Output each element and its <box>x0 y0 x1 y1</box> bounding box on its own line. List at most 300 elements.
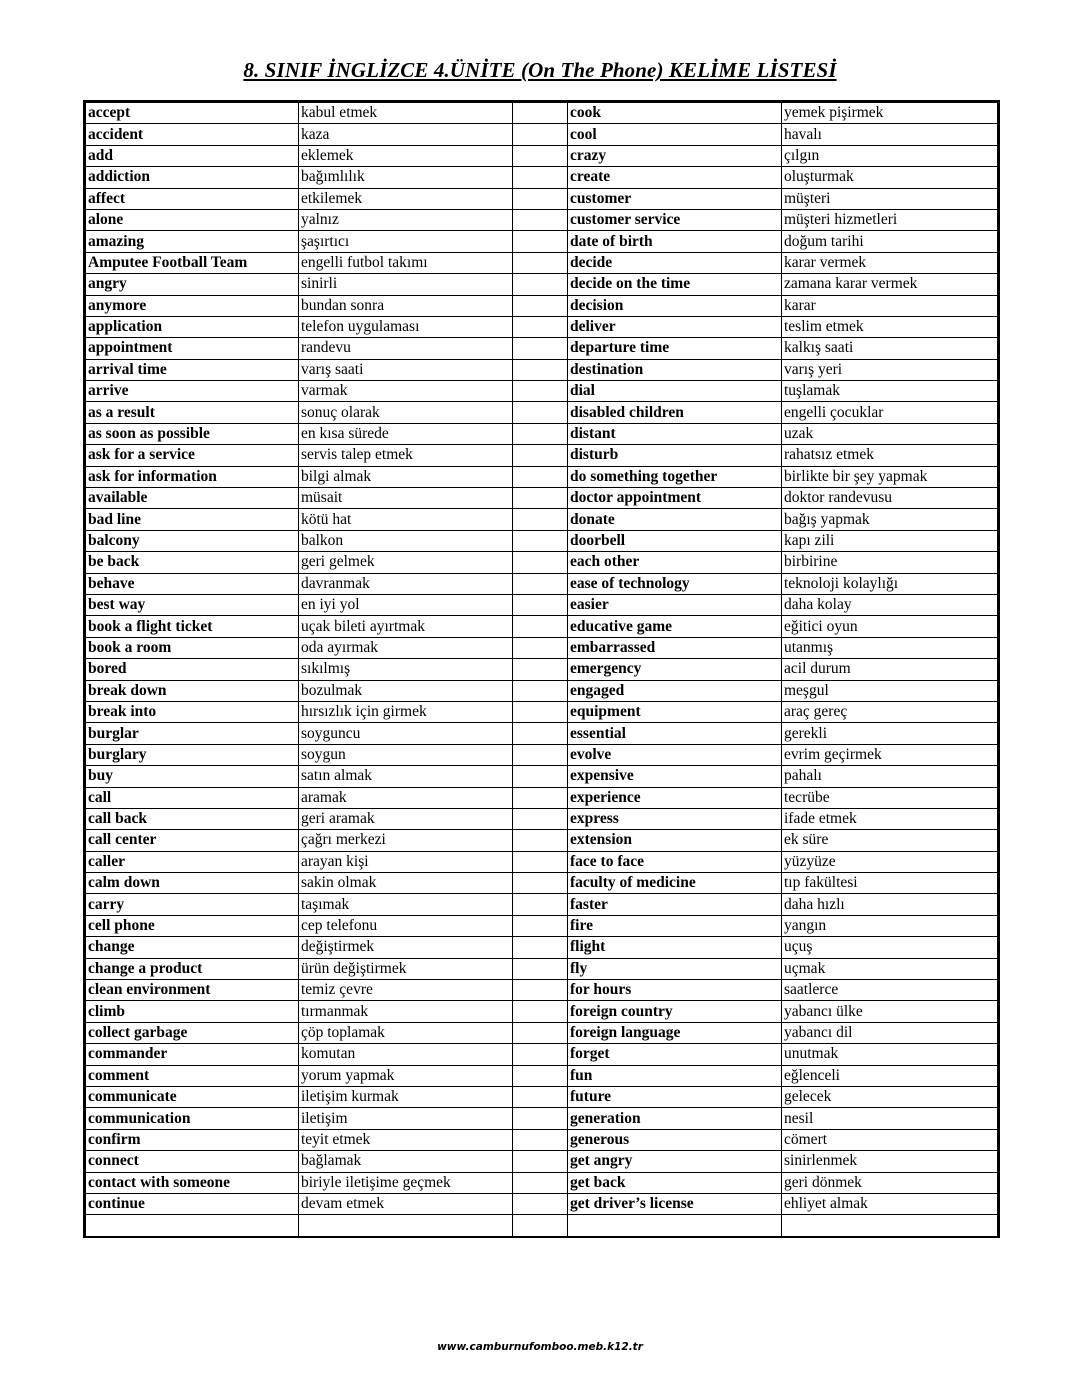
spacer-cell <box>513 188 568 209</box>
table-row <box>85 1086 999 1107</box>
right-turkish-meaning: karar <box>782 295 999 316</box>
table-row <box>85 466 999 487</box>
right-english-word: get angry <box>568 1151 782 1172</box>
right-english-word: fun <box>568 1065 782 1086</box>
table-row <box>85 1108 999 1129</box>
left-english-word <box>85 1215 299 1237</box>
right-english-word: get back <box>568 1172 782 1193</box>
right-english-word: face to face <box>568 851 782 872</box>
right-english-word: disturb <box>568 445 782 466</box>
left-turkish-meaning: randevu <box>299 338 513 359</box>
right-english-word: faculty of medicine <box>568 873 782 894</box>
table-row <box>85 958 999 979</box>
spacer-cell <box>513 1151 568 1172</box>
left-english-word: call <box>85 787 299 808</box>
spacer-cell <box>513 851 568 872</box>
table-row <box>85 381 999 402</box>
spacer-cell <box>513 1172 568 1193</box>
left-english-word: book a flight ticket <box>85 616 299 637</box>
right-english-word: equipment <box>568 701 782 722</box>
table-row <box>85 894 999 915</box>
spacer-cell <box>513 787 568 808</box>
right-turkish-meaning: tuşlamak <box>782 381 999 402</box>
table-row <box>85 915 999 936</box>
left-english-word: cell phone <box>85 915 299 936</box>
spacer-cell <box>513 445 568 466</box>
right-turkish-meaning: araç gereç <box>782 701 999 722</box>
table-row <box>85 701 999 722</box>
right-english-word: destination <box>568 359 782 380</box>
table-row <box>85 167 999 188</box>
left-turkish-meaning: sonuç olarak <box>299 402 513 423</box>
left-turkish-meaning: oda ayırmak <box>299 637 513 658</box>
right-turkish-meaning: tıp fakültesi <box>782 873 999 894</box>
right-turkish-meaning: eğlenceli <box>782 1065 999 1086</box>
right-english-word: fly <box>568 958 782 979</box>
right-english-word: create <box>568 167 782 188</box>
left-english-word: commander <box>85 1044 299 1065</box>
table-row <box>85 723 999 744</box>
table-row <box>85 188 999 209</box>
left-english-word: calm down <box>85 873 299 894</box>
right-turkish-meaning: kapı zili <box>782 530 999 551</box>
spacer-cell <box>513 252 568 273</box>
table-row <box>85 552 999 573</box>
spacer-cell <box>513 145 568 166</box>
table-row <box>85 1193 999 1214</box>
table-row <box>85 488 999 509</box>
right-english-word: emergency <box>568 659 782 680</box>
spacer-cell <box>513 573 568 594</box>
spacer-cell <box>513 744 568 765</box>
right-english-word: each other <box>568 552 782 573</box>
left-english-word: burglar <box>85 723 299 744</box>
left-turkish-meaning: yalnız <box>299 209 513 230</box>
table-row <box>85 338 999 359</box>
left-turkish-meaning: cep telefonu <box>299 915 513 936</box>
left-english-word: confirm <box>85 1129 299 1150</box>
spacer-cell <box>513 1215 568 1237</box>
right-turkish-meaning: yüzyüze <box>782 851 999 872</box>
right-english-word: ease of technology <box>568 573 782 594</box>
left-english-word: comment <box>85 1065 299 1086</box>
left-turkish-meaning: şaşırtıcı <box>299 231 513 252</box>
spacer-cell <box>513 830 568 851</box>
spacer-cell <box>513 509 568 530</box>
left-english-word: as a result <box>85 402 299 423</box>
right-english-word: forget <box>568 1044 782 1065</box>
vocabulary-table <box>83 100 1000 1238</box>
table-row <box>85 102 999 124</box>
spacer-cell <box>513 1129 568 1150</box>
table-row <box>85 616 999 637</box>
left-turkish-meaning: balkon <box>299 530 513 551</box>
table-row <box>85 124 999 145</box>
left-turkish-meaning: soygun <box>299 744 513 765</box>
left-turkish-meaning: uçak bileti ayırtmak <box>299 616 513 637</box>
left-english-word: amazing <box>85 231 299 252</box>
spacer-cell <box>513 616 568 637</box>
right-turkish-meaning: unutmak <box>782 1044 999 1065</box>
left-turkish-meaning: kabul etmek <box>299 102 513 124</box>
left-english-word: available <box>85 488 299 509</box>
left-english-word: bad line <box>85 509 299 530</box>
right-english-word: evolve <box>568 744 782 765</box>
table-row <box>85 445 999 466</box>
left-turkish-meaning: kötü hat <box>299 509 513 530</box>
left-turkish-meaning: bozulmak <box>299 680 513 701</box>
left-turkish-meaning: iletişim kurmak <box>299 1086 513 1107</box>
left-turkish-meaning: ürün değiştirmek <box>299 958 513 979</box>
right-turkish-meaning: eğitici oyun <box>782 616 999 637</box>
left-english-word: call center <box>85 830 299 851</box>
left-english-word: buy <box>85 766 299 787</box>
table-row <box>85 937 999 958</box>
right-english-word: extension <box>568 830 782 851</box>
table-row <box>85 1044 999 1065</box>
spacer-cell <box>513 980 568 1001</box>
right-english-word: for hours <box>568 980 782 1001</box>
table-row <box>85 316 999 337</box>
left-turkish-meaning: değiştirmek <box>299 937 513 958</box>
table-row <box>85 1215 999 1237</box>
table-row <box>85 873 999 894</box>
left-english-word: ask for a service <box>85 445 299 466</box>
left-english-word: bored <box>85 659 299 680</box>
spacer-cell <box>513 423 568 444</box>
spacer-cell <box>513 1086 568 1107</box>
left-turkish-meaning <box>299 1215 513 1237</box>
left-english-word: add <box>85 145 299 166</box>
left-turkish-meaning: telefon uygulaması <box>299 316 513 337</box>
right-turkish-meaning: doğum tarihi <box>782 231 999 252</box>
right-english-word: distant <box>568 423 782 444</box>
left-english-word: angry <box>85 274 299 295</box>
right-turkish-meaning: oluşturmak <box>782 167 999 188</box>
left-turkish-meaning: arayan kişi <box>299 851 513 872</box>
spacer-cell <box>513 1001 568 1022</box>
right-turkish-meaning: birlikte bir şey yapmak <box>782 466 999 487</box>
left-turkish-meaning: satın almak <box>299 766 513 787</box>
right-english-word: essential <box>568 723 782 744</box>
right-english-word: doorbell <box>568 530 782 551</box>
page-title: 8. SINIF İNGLİZCE 4.ÜNİTE (On The Phone) KELİME LİSTESİ <box>243 58 837 82</box>
right-turkish-meaning: yemek pişirmek <box>782 102 999 124</box>
left-english-word: arrive <box>85 381 299 402</box>
spacer-cell <box>513 723 568 744</box>
left-turkish-meaning: çağrı merkezi <box>299 830 513 851</box>
spacer-cell <box>513 701 568 722</box>
right-turkish-meaning: sinirlenmek <box>782 1151 999 1172</box>
right-turkish-meaning: kalkış saati <box>782 338 999 359</box>
spacer-cell <box>513 1065 568 1086</box>
left-turkish-meaning: biriyle iletişime geçmek <box>299 1172 513 1193</box>
table-row <box>85 744 999 765</box>
left-turkish-meaning: yorum yapmak <box>299 1065 513 1086</box>
spacer-cell <box>513 359 568 380</box>
left-turkish-meaning: servis talep etmek <box>299 445 513 466</box>
spacer-cell <box>513 402 568 423</box>
right-turkish-meaning: teslim etmek <box>782 316 999 337</box>
spacer-cell <box>513 488 568 509</box>
right-english-word: express <box>568 808 782 829</box>
spacer-cell <box>513 274 568 295</box>
right-turkish-meaning: cömert <box>782 1129 999 1150</box>
left-english-word: best way <box>85 594 299 615</box>
left-english-word: as soon as possible <box>85 423 299 444</box>
left-turkish-meaning: devam etmek <box>299 1193 513 1214</box>
left-turkish-meaning: sinirli <box>299 274 513 295</box>
right-english-word: doctor appointment <box>568 488 782 509</box>
right-english-word <box>568 1215 782 1237</box>
right-turkish-meaning: ehliyet almak <box>782 1193 999 1214</box>
right-english-word: experience <box>568 787 782 808</box>
right-english-word: generous <box>568 1129 782 1150</box>
right-english-word: departure time <box>568 338 782 359</box>
right-turkish-meaning: ifade etmek <box>782 808 999 829</box>
spacer-cell <box>513 594 568 615</box>
left-english-word: change <box>85 937 299 958</box>
left-turkish-meaning: eklemek <box>299 145 513 166</box>
left-turkish-meaning: soyguncu <box>299 723 513 744</box>
spacer-cell <box>513 659 568 680</box>
left-english-word: communicate <box>85 1086 299 1107</box>
right-english-word: disabled children <box>568 402 782 423</box>
left-turkish-meaning: en kısa sürede <box>299 423 513 444</box>
left-turkish-meaning: bağlamak <box>299 1151 513 1172</box>
table-row <box>85 637 999 658</box>
table-row <box>85 766 999 787</box>
left-turkish-meaning: davranmak <box>299 573 513 594</box>
table-row <box>85 359 999 380</box>
left-turkish-meaning: komutan <box>299 1044 513 1065</box>
left-turkish-meaning: müsait <box>299 488 513 509</box>
left-english-word: behave <box>85 573 299 594</box>
left-turkish-meaning: sıkılmış <box>299 659 513 680</box>
right-english-word: foreign language <box>568 1022 782 1043</box>
right-turkish-meaning: yabancı dil <box>782 1022 999 1043</box>
left-english-word: break into <box>85 701 299 722</box>
right-turkish-meaning: çılgın <box>782 145 999 166</box>
table-row <box>85 231 999 252</box>
right-turkish-meaning: tecrübe <box>782 787 999 808</box>
left-english-word: burglary <box>85 744 299 765</box>
right-english-word: deliver <box>568 316 782 337</box>
left-turkish-meaning: sakin olmak <box>299 873 513 894</box>
left-english-word: ask for information <box>85 466 299 487</box>
right-english-word: cook <box>568 102 782 124</box>
right-turkish-meaning: evrim geçirmek <box>782 744 999 765</box>
right-turkish-meaning: yangın <box>782 915 999 936</box>
footer-url: www.camburnufomboo.meb.k12.tr <box>437 1341 643 1353</box>
right-turkish-meaning: zamana karar vermek <box>782 274 999 295</box>
left-english-word: arrival time <box>85 359 299 380</box>
left-english-word: appointment <box>85 338 299 359</box>
table-row <box>85 851 999 872</box>
spacer-cell <box>513 1044 568 1065</box>
right-turkish-meaning: rahatsız etmek <box>782 445 999 466</box>
right-turkish-meaning: engelli çocuklar <box>782 402 999 423</box>
table-row <box>85 1151 999 1172</box>
right-turkish-meaning: karar vermek <box>782 252 999 273</box>
left-english-word: connect <box>85 1151 299 1172</box>
left-turkish-meaning: tırmanmak <box>299 1001 513 1022</box>
right-english-word: get driver’s license <box>568 1193 782 1214</box>
right-english-word: customer <box>568 188 782 209</box>
right-turkish-meaning: müşteri hizmetleri <box>782 209 999 230</box>
table-row <box>85 659 999 680</box>
right-turkish-meaning: uçuş <box>782 937 999 958</box>
left-turkish-meaning: bilgi almak <box>299 466 513 487</box>
spacer-cell <box>513 873 568 894</box>
left-english-word: communication <box>85 1108 299 1129</box>
right-turkish-meaning: pahalı <box>782 766 999 787</box>
left-english-word: call back <box>85 808 299 829</box>
table-row <box>85 787 999 808</box>
right-english-word: crazy <box>568 145 782 166</box>
spacer-cell <box>513 381 568 402</box>
left-english-word: Amputee Football Team <box>85 252 299 273</box>
left-turkish-meaning: çöp toplamak <box>299 1022 513 1043</box>
spacer-cell <box>513 167 568 188</box>
left-english-word: clean environment <box>85 980 299 1001</box>
table-row <box>85 402 999 423</box>
table-row <box>85 274 999 295</box>
table-row <box>85 1129 999 1150</box>
table-row <box>85 1065 999 1086</box>
table-row <box>85 295 999 316</box>
right-english-word: decision <box>568 295 782 316</box>
right-turkish-meaning <box>782 1215 999 1237</box>
left-english-word: break down <box>85 680 299 701</box>
left-english-word: accident <box>85 124 299 145</box>
spacer-cell <box>513 316 568 337</box>
right-turkish-meaning: teknoloji kolaylığı <box>782 573 999 594</box>
left-turkish-meaning: geri aramak <box>299 808 513 829</box>
right-english-word: embarrassed <box>568 637 782 658</box>
right-turkish-meaning: havalı <box>782 124 999 145</box>
table-row <box>85 509 999 530</box>
left-english-word: climb <box>85 1001 299 1022</box>
left-turkish-meaning: bundan sonra <box>299 295 513 316</box>
spacer-cell <box>513 1108 568 1129</box>
right-turkish-meaning: ek süre <box>782 830 999 851</box>
right-turkish-meaning: bağış yapmak <box>782 509 999 530</box>
table-row <box>85 980 999 1001</box>
spacer-cell <box>513 958 568 979</box>
right-turkish-meaning: nesil <box>782 1108 999 1129</box>
left-english-word: alone <box>85 209 299 230</box>
right-english-word: do something together <box>568 466 782 487</box>
right-turkish-meaning: müşteri <box>782 188 999 209</box>
left-english-word: anymore <box>85 295 299 316</box>
right-english-word: foreign country <box>568 1001 782 1022</box>
right-turkish-meaning: gelecek <box>782 1086 999 1107</box>
spacer-cell <box>513 808 568 829</box>
right-turkish-meaning: gerekli <box>782 723 999 744</box>
left-english-word: carry <box>85 894 299 915</box>
right-english-word: expensive <box>568 766 782 787</box>
right-turkish-meaning: acil durum <box>782 659 999 680</box>
left-turkish-meaning: varış saati <box>299 359 513 380</box>
right-turkish-meaning: meşgul <box>782 680 999 701</box>
spacer-cell <box>513 1193 568 1214</box>
left-turkish-meaning: aramak <box>299 787 513 808</box>
spacer-cell <box>513 680 568 701</box>
spacer-cell <box>513 338 568 359</box>
right-english-word: generation <box>568 1108 782 1129</box>
spacer-cell <box>513 295 568 316</box>
left-turkish-meaning: engelli futbol takımı <box>299 252 513 273</box>
left-english-word: caller <box>85 851 299 872</box>
left-english-word: affect <box>85 188 299 209</box>
table-row <box>85 530 999 551</box>
left-turkish-meaning: hırsızlık için girmek <box>299 701 513 722</box>
right-turkish-meaning: varış yeri <box>782 359 999 380</box>
spacer-cell <box>513 209 568 230</box>
right-english-word: decide on the time <box>568 274 782 295</box>
left-english-word: addiction <box>85 167 299 188</box>
table-row <box>85 573 999 594</box>
spacer-cell <box>513 466 568 487</box>
right-turkish-meaning: doktor randevusu <box>782 488 999 509</box>
right-turkish-meaning: utanmış <box>782 637 999 658</box>
right-english-word: flight <box>568 937 782 958</box>
left-turkish-meaning: iletişim <box>299 1108 513 1129</box>
spacer-cell <box>513 1022 568 1043</box>
right-turkish-meaning: birbirine <box>782 552 999 573</box>
right-turkish-meaning: saatlerce <box>782 980 999 1001</box>
left-english-word: continue <box>85 1193 299 1214</box>
left-turkish-meaning: varmak <box>299 381 513 402</box>
spacer-cell <box>513 894 568 915</box>
table-row <box>85 808 999 829</box>
table-row <box>85 830 999 851</box>
left-turkish-meaning: temiz çevre <box>299 980 513 1001</box>
left-english-word: contact with someone <box>85 1172 299 1193</box>
spacer-cell <box>513 637 568 658</box>
right-english-word: customer service <box>568 209 782 230</box>
right-turkish-meaning: daha kolay <box>782 594 999 615</box>
right-english-word: fire <box>568 915 782 936</box>
spacer-cell <box>513 766 568 787</box>
table-row <box>85 1172 999 1193</box>
spacer-cell <box>513 102 568 124</box>
left-turkish-meaning: bağımlılık <box>299 167 513 188</box>
table-row <box>85 209 999 230</box>
right-english-word: educative game <box>568 616 782 637</box>
left-turkish-meaning: teyit etmek <box>299 1129 513 1150</box>
table-row <box>85 423 999 444</box>
right-english-word: donate <box>568 509 782 530</box>
spacer-cell <box>513 937 568 958</box>
table-row <box>85 1022 999 1043</box>
table-row <box>85 680 999 701</box>
spacer-cell <box>513 124 568 145</box>
table-row <box>85 252 999 273</box>
left-turkish-meaning: en iyi yol <box>299 594 513 615</box>
right-turkish-meaning: daha hızlı <box>782 894 999 915</box>
right-english-word: decide <box>568 252 782 273</box>
left-turkish-meaning: taşımak <box>299 894 513 915</box>
left-english-word: balcony <box>85 530 299 551</box>
left-english-word: accept <box>85 102 299 124</box>
right-english-word: dial <box>568 381 782 402</box>
spacer-cell <box>513 530 568 551</box>
left-english-word: book a room <box>85 637 299 658</box>
right-english-word: future <box>568 1086 782 1107</box>
right-english-word: date of birth <box>568 231 782 252</box>
